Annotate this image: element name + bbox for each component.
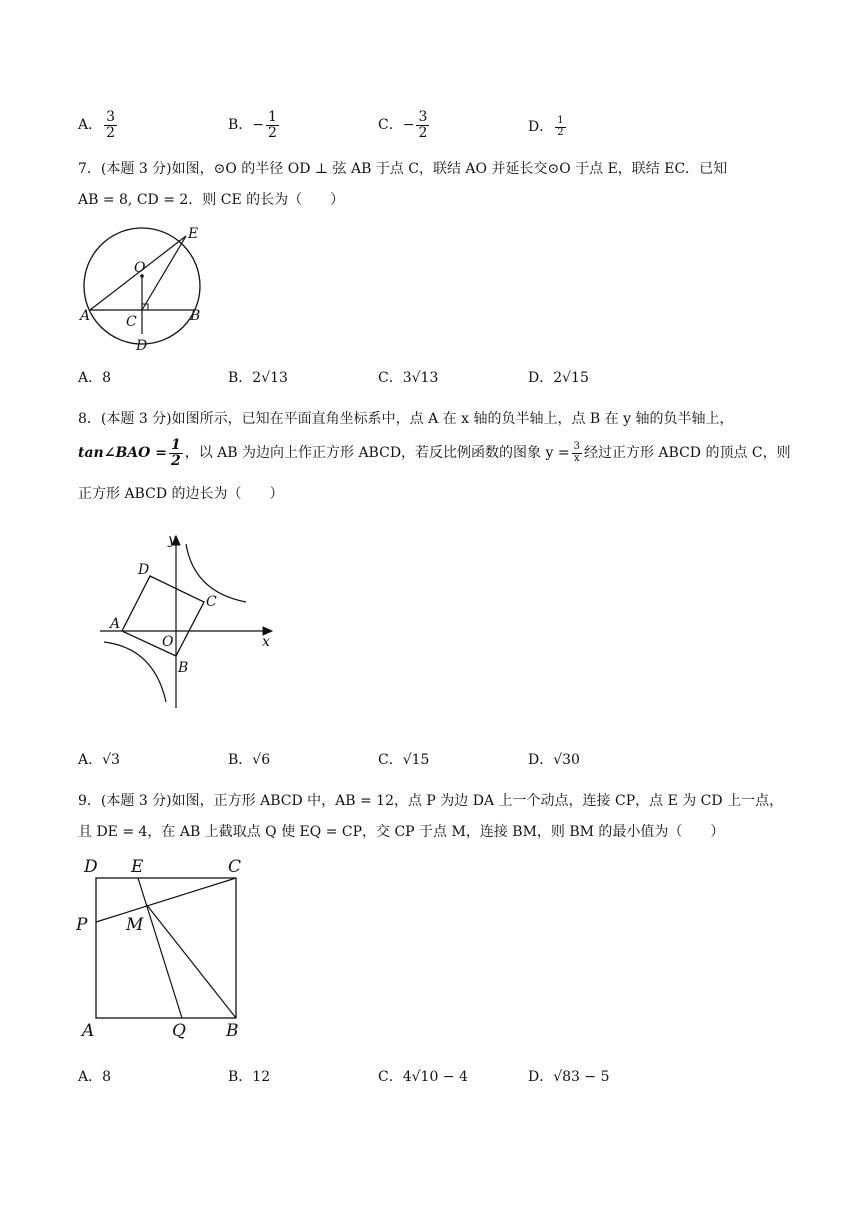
q9-option-b: B．12 <box>228 1069 271 1085</box>
q9-label-b: B <box>226 1021 239 1041</box>
q8-label-c: C <box>206 594 217 610</box>
q8-label-a: A <box>110 616 121 632</box>
q9-square <box>96 878 236 1018</box>
q7-label-d: D <box>136 338 148 354</box>
q7-label-e: E <box>188 226 199 242</box>
q8-option-c: C．√15 <box>378 752 430 768</box>
q8-label-y: y <box>168 532 176 548</box>
q6-option-a: A． $\frac{3}{2}$ <box>78 109 116 141</box>
q8-option-d: D．√30 <box>528 752 580 768</box>
q7-option-c: C．3√13 <box>378 370 439 386</box>
q9-label-m: M <box>126 915 144 935</box>
q7-option-d: D．2√15 <box>528 370 589 386</box>
q7-figure <box>76 222 236 354</box>
q9-figure <box>74 852 254 1042</box>
q7-text-line2: AB = 8, CD = 2．则 CE 的长为（ ） <box>78 192 345 208</box>
q8-label-x: x <box>262 634 270 650</box>
q9-label-c: C <box>228 857 242 877</box>
q8-label-d: D <box>138 562 150 578</box>
q8-label-b: B <box>178 660 189 676</box>
q8-label-o: O <box>162 634 174 650</box>
q9-label-p: P <box>76 915 88 935</box>
q9-line-eq <box>138 878 182 1018</box>
q9-text-line1: 9．(本题 3 分)如图，正方形 ABCD 中，AB = 12，点 P 为边 DA 上一个动点，连接 CP，点 E 为 CD 上一点， <box>78 793 784 809</box>
q7-label-o: O <box>134 260 146 276</box>
q6-option-d: D． $\frac{1}{2}$ <box>528 115 564 138</box>
q7-option-b: B．2√13 <box>228 370 288 386</box>
q7-label-b: B <box>190 308 201 324</box>
q8-figure <box>96 530 286 712</box>
q9-label-d: D <box>84 857 98 877</box>
q9-option-a: A．8 <box>78 1069 112 1085</box>
q7-label-c: C <box>126 314 137 330</box>
q9-label-q: Q <box>172 1021 186 1041</box>
q7-text-line1: 7．(本题 3 分)如图，⊙O 的半径 OD ⊥ 弦 AB 于点 C，联结 AO 并延长交⊙O 于点 E，联结 EC．已知 <box>78 161 728 177</box>
q8-text-line1: 8．(本题 3 分)如图所示，已知在平面直角坐标系中，点 A 在 x 轴的负半轴上，点 B 在 y 轴的负半轴上， <box>78 411 734 427</box>
q8-option-a: A．√3 <box>78 752 120 768</box>
q8-hyperbola-branch-2 <box>104 642 166 702</box>
q9-label-a: A <box>82 1021 95 1041</box>
q9-line-pc <box>96 878 236 922</box>
q6-option-c: C．− $\frac{3}{2}$ <box>378 109 428 141</box>
q8-text-line2: tan∠BAO = $\frac{1}{2}$ ，以 AB 为边向上作正方形 ABCD，若反比例函数的图象 y = $\frac{3}{x}$ 经过正方形 ABCD 的顶点 C，则 <box>78 437 791 469</box>
q9-text-line2: 且 DE = 4，在 AB 上截取点 Q 使 EQ = CP，交 CP 于点 M，连接 BM，则 BM 的最小值为（ ） <box>78 824 725 840</box>
q7-option-a: A．8 <box>78 370 112 386</box>
q6-option-b: B．− $\frac{1}{2}$ <box>228 109 277 141</box>
q8-option-b: B．√6 <box>228 752 271 768</box>
q9-option-c: C．4√10 − 4 <box>378 1069 468 1085</box>
q7-label-a: A <box>80 308 91 324</box>
q9-line-mb <box>146 904 236 1018</box>
q9-option-d: D．√83 − 5 <box>528 1069 610 1085</box>
q7-line-ce <box>142 236 186 310</box>
q8-text-line3: 正方形 ABCD 的边长为（ ） <box>78 486 284 502</box>
q9-label-e: E <box>131 857 144 877</box>
